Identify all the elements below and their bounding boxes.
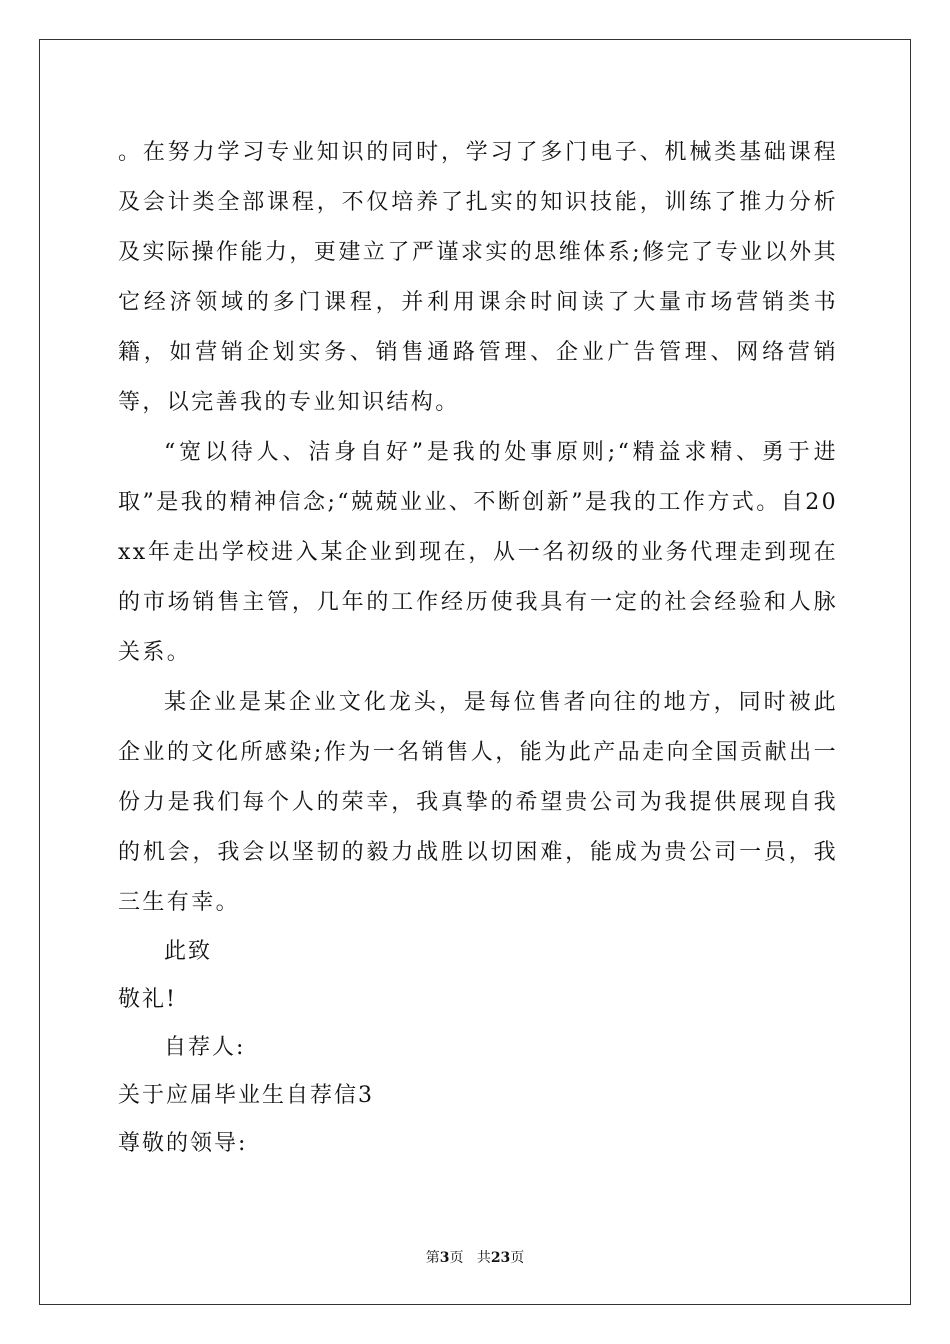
salute-line: 敬礼! xyxy=(118,987,177,1012)
paragraph-3: 某企业是某企业文化龙头，是每位售者向往的地方，同时被此企业的文化所感染;作为一名销售人，能为此产品走向全国贡献出一份力是我们每个人的荣幸，我真挚的希望贵公司为我提供展现自我的机会，我会以坚韧的毅力战胜以切困难，能成为贵公司一员，我三生有幸。 xyxy=(118,690,838,915)
total-prefix: 共 xyxy=(476,1250,491,1266)
next-letter-greeting: 尊敬的领导: xyxy=(118,1131,248,1156)
page-suffix: 页 xyxy=(449,1250,464,1266)
signature-line: 自荐人: xyxy=(164,1035,246,1060)
paragraph-2: “宽以待人、洁身自好”是我的处事原则;“精益求精、勇于进取”是我的精神信念;“兢兢业业、不断创新”是我的工作方式。自20xx年走出学校进入某企业到现在，从一名初级的业务代理走到现在的市场销售主管，几年的工作经历使我具有一定的社会经验和人脉关系。 xyxy=(118,440,838,665)
page-footer xyxy=(0,1247,950,1267)
document-body xyxy=(118,128,838,1168)
paragraph-1: 。在努力学习专业知识的同时，学习了多门电子、机械类基础课程及会计类全部课程，不仅培养了扎实的知识技能，训练了推力分析及实际操作能力，更建立了严谨求实的思维体系;修完了专业以外其它经济领域的多门课程，并利用课余时间读了大量市场营销类书籍，如营销企划实务、销售通路管理、企业广告管理、网络营销等，以完善我的专业知识结构。 xyxy=(118,140,838,415)
closing-line: 此致 xyxy=(164,939,213,964)
total-suffix: 页 xyxy=(510,1250,525,1266)
page-number: 3 xyxy=(439,1250,450,1266)
total-pages: 23 xyxy=(490,1250,511,1266)
page-prefix: 第 xyxy=(425,1250,440,1266)
next-letter-title: 关于应届毕业生自荐信3 xyxy=(118,1083,374,1108)
